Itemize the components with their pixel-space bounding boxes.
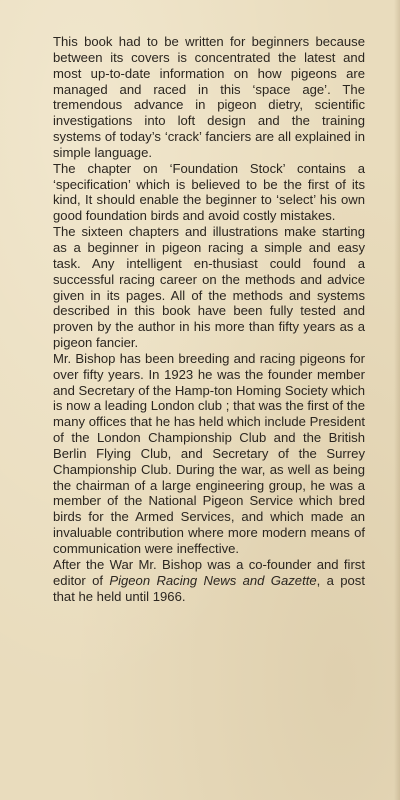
paragraph-intro: This book had to be written for beginners because between its covers is concentrated the latest and most up-to-date information on how pigeons are managed and raced in this ‘space age’. The tremendous advance in pigeon dietry, scientific investigations into loft design and the training systems of today’s ‘crack’ fanciers are all explained in simple language. <box>53 34 365 160</box>
blurb-text <box>53 34 365 604</box>
publication-title: Pigeon Racing News and Gazette <box>109 572 317 588</box>
paragraph-foundation-stock: The chapter on ‘Foundation Stock’ contains a ‘specification’ which is believed to be the first of its kind, It should enable the beginner to ‘select’ his own good foundation birds and avoid costly mistakes. <box>53 160 365 224</box>
editor-text-after: , a post that he held until 1966. <box>53 572 365 604</box>
paragraph-chapters: The sixteen chapters and illustrations make starting as a beginner in pigeon racing a simple and easy task. Any intelligent en-thusiast could found a successful racing career on the methods and advice given in its pages. All of the methods and systems described in this book have been fully tested and proven by the author in his more than fifty years as a pigeon fancier. <box>53 224 365 351</box>
editor-text-before: After the War Mr. Bishop was a co-founder and first editor of <box>53 556 365 588</box>
page-edge-shadow <box>394 0 400 800</box>
paragraph-editor <box>53 557 365 605</box>
paragraph-author-bio: Mr. Bishop has been breeding and racing pigeons for over fifty years. In 1923 he was the founder member and Secretary of the Hamp-ton Homing Society which is now a leading London club ; that was the first of the many offices that he has held which include President of the London Championship Club and the British Berlin Flying Club, and Secretary of the Surrey Championship Club. During the war, as well as being the chairman of a large engineering group, he was a member of the National Pigeon Service which bred birds for the Armed Services, and which made an invaluable contribution where more modern means of communication were ineffective. <box>53 350 365 556</box>
